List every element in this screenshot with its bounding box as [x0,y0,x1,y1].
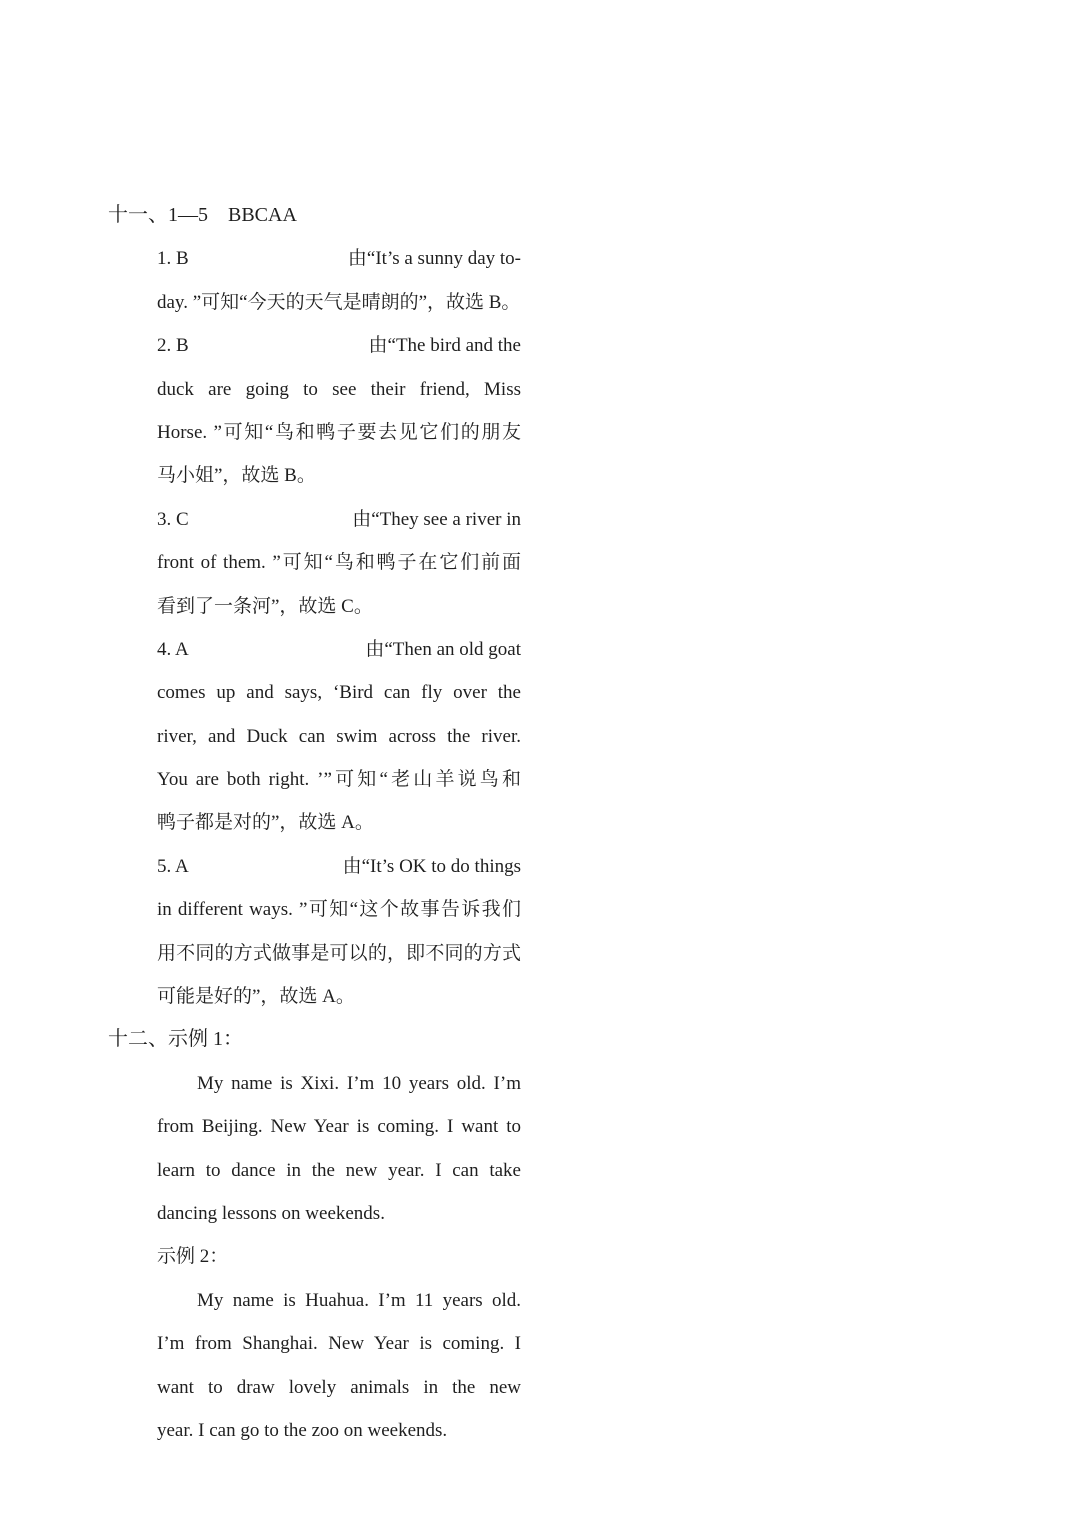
sample-1-line-4: dancing lessons on weekends. [157,1202,385,1224]
answer-1-line-1 [157,237,521,280]
answer-4-line-1 [157,628,521,671]
answer-2-number: 2. B [157,335,189,357]
answer-5-line-2: in different ways. ”可知“这个故事告诉我们 [157,899,521,921]
answer-5-line-3: 用不同的方式做事是可以的，即不同的方式 [157,942,521,964]
answer-2-line-4: 马小姐”，故选 B。 [157,465,316,487]
answer-3-line-3: 看到了一条河”，故选 C。 [157,595,373,617]
sample-2-line-4: year. I can go to the zoo on weekends. [157,1419,448,1441]
sample-1-line-2: from Beijing. New Year is coming. I want to [157,1116,521,1138]
answer-1-line-2: day. ”可知“今天的天气是晴朗的”，故选 B。 [157,291,521,313]
answer-5-number: 5. A [157,855,189,877]
answer-4-number: 4. A [157,638,189,660]
answer-5-line-1 [157,845,521,888]
sample-1-line-3: learn to dance in the new year. I can take [157,1159,521,1181]
sample-2-line-1: My name is Huahua. I’m 11 years old. [197,1289,521,1311]
answer-3-line-2: front of them. ”可知“鸟和鸭子在它们前面 [157,552,521,574]
answer-3-line-1 [157,498,521,541]
answer-4-line-2: comes up and says, ‘Bird can fly over the [157,682,521,704]
answer-content [108,194,528,1452]
answer-4-text-start: 由“Then an old goat [365,638,521,660]
answer-5-text-start: 由“It’s OK to do things [342,855,521,877]
sample-2-line-2: I’m from Shanghai. New Year is coming. I [157,1333,521,1355]
answer-3-text-start: 由“They see a river in [352,508,521,530]
answer-4-line-3: river, and Duck can swim across the river. [157,725,521,747]
sample-1-line-1: My name is Xixi. I’m 10 years old. I’m [197,1072,521,1094]
answer-2-text-start: 由“The bird and the [368,335,521,357]
answer-3-number: 3. C [157,508,189,530]
answer-2-line-3: Horse. ”可知“鸟和鸭子要去见它们的朋友 [157,421,521,443]
sample-2-label: 示例 2： [157,1246,229,1268]
answer-4-line-4: You are both right. ’”可知“老山羊说鸟和 [157,769,521,791]
answer-2-line-2: duck are going to see their friend, Miss [157,378,521,400]
answer-4-line-5: 鸭子都是对的”，故选 A。 [157,812,374,834]
answer-5-line-4: 可能是好的”，故选 A。 [157,986,355,1008]
section-12-heading: 十二、示例 1： [108,1028,243,1051]
answer-2-line-1 [157,324,521,367]
answer-1-number: 1. B [157,248,189,270]
sample-2-line-3: want to draw lovely animals in the new [157,1376,521,1398]
section-11-heading: 十一、1—5 BBCAA [108,204,297,226]
answer-1-text-start: 由“It’s a sunny day to- [347,248,521,270]
